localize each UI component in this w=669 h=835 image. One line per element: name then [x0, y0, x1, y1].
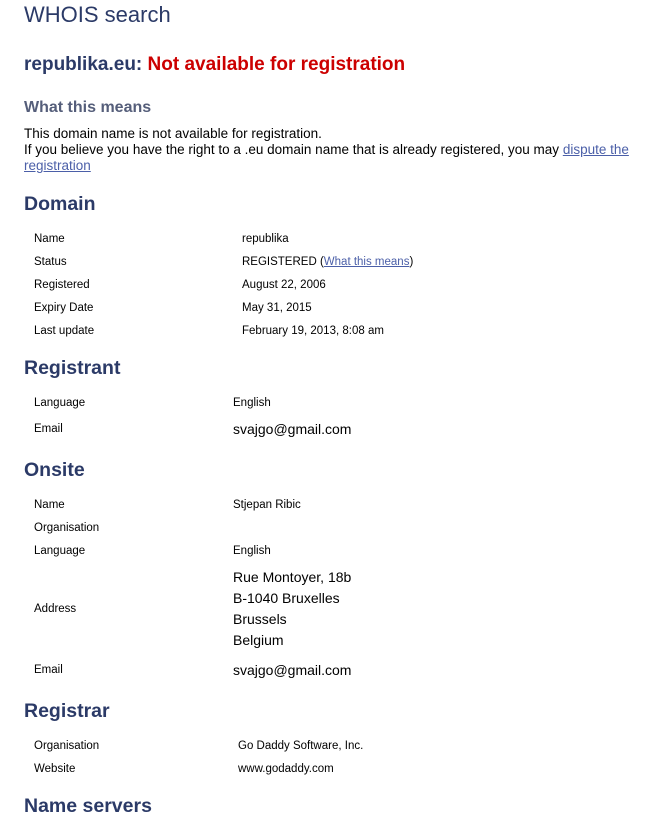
- domain-registered-value: August 22, 2006: [242, 279, 326, 291]
- address-line: Belgium: [233, 632, 284, 648]
- page-title: WHOIS search: [24, 2, 171, 27]
- domain-status-value: [242, 256, 413, 268]
- onsite-language-label: Language: [34, 545, 86, 557]
- status-paren-open: (: [316, 256, 324, 268]
- registrant-email-label: Email: [34, 423, 63, 435]
- name-servers-heading: Name servers: [24, 795, 152, 817]
- domain-expiry-label: Expiry Date: [34, 302, 94, 314]
- status-what-this-means-link[interactable]: What this means: [323, 256, 410, 268]
- status-text: REGISTERED: [242, 256, 317, 268]
- registrar-website-label: Website: [34, 763, 76, 775]
- meaning-text: [24, 126, 669, 174]
- onsite-organisation-label: Organisation: [34, 522, 100, 534]
- domain-expiry-value: May 31, 2015: [242, 302, 312, 314]
- onsite-address-value: [233, 567, 351, 651]
- domain-name-value: republika: [242, 233, 289, 245]
- onsite-heading: Onsite: [24, 459, 85, 481]
- address-line: Brussels: [233, 611, 287, 627]
- registrant-heading: Registrant: [24, 357, 121, 379]
- domain-registered-label: Registered: [34, 279, 90, 291]
- address-line: B-1040 Bruxelles: [233, 590, 340, 606]
- dispute-registration-link[interactable]: dispute the registration: [24, 142, 629, 173]
- meaning-line-2: If you believe you have the right to a .eu domain name that is already registered, you may: [24, 142, 563, 157]
- domain-update-value: February 19, 2013, 8:08 am: [242, 325, 384, 337]
- onsite-language-value: English: [233, 545, 271, 557]
- onsite-address-label: Address: [34, 603, 77, 615]
- result-status: Not available for registration: [147, 54, 406, 75]
- domain-heading: Domain: [24, 193, 96, 215]
- registrar-website-value: www.godaddy.com: [238, 763, 334, 775]
- result-domain: republika.eu:: [24, 54, 143, 75]
- status-paren-close: ): [409, 256, 414, 268]
- meaning-heading: What this means: [24, 99, 152, 116]
- registrar-heading: Registrar: [24, 700, 110, 722]
- domain-name-label: Name: [34, 233, 65, 245]
- onsite-name-value: Stjepan Ribic: [233, 499, 301, 511]
- onsite-email-label: Email: [34, 664, 63, 676]
- domain-update-label: Last update: [34, 325, 95, 337]
- registrant-email-value: svajgo@gmail.com: [233, 421, 352, 437]
- onsite-email-value: svajgo@gmail.com: [233, 662, 352, 678]
- registrar-organisation-value: Go Daddy Software, Inc.: [238, 740, 364, 752]
- address-line: Rue Montoyer, 18b: [233, 569, 352, 585]
- result-line: [24, 54, 405, 76]
- domain-status-label: Status: [34, 256, 67, 268]
- registrant-language-value: English: [233, 397, 271, 409]
- meaning-line-1: This domain name is not available for registration.: [24, 126, 322, 141]
- onsite-name-label: Name: [34, 499, 65, 511]
- registrar-organisation-label: Organisation: [34, 740, 100, 752]
- registrant-language-label: Language: [34, 397, 86, 409]
